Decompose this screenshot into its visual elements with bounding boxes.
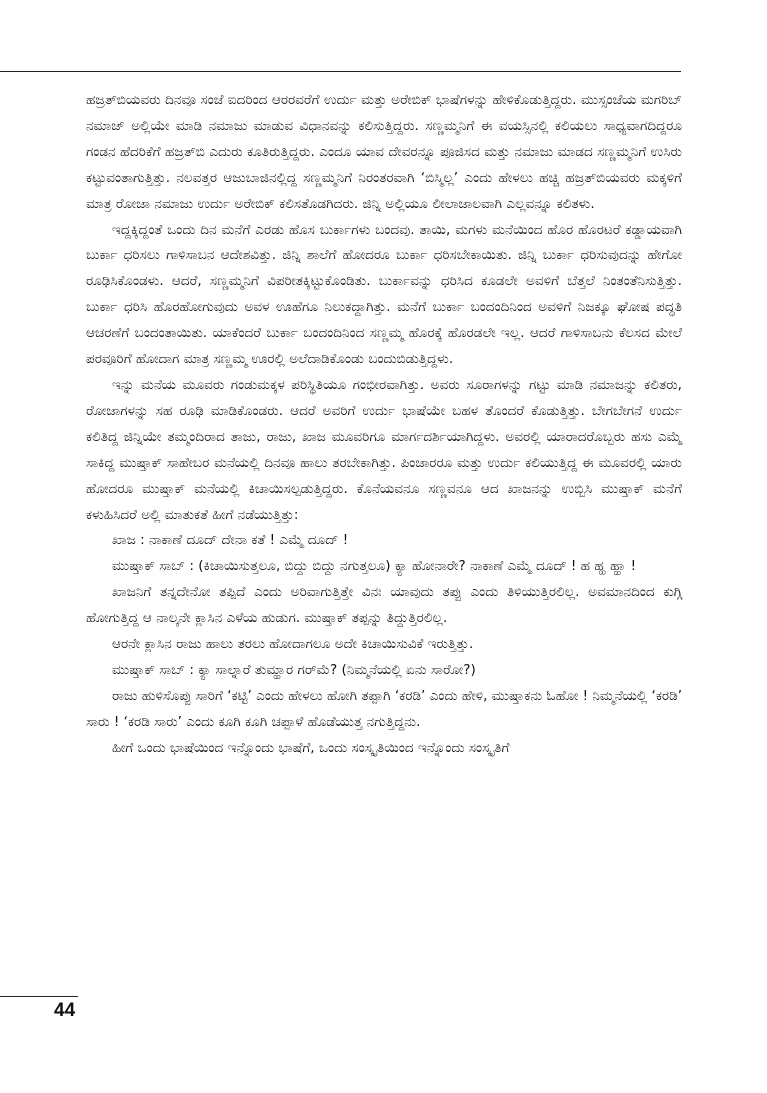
page-number: 44 (54, 1000, 76, 1021)
dialogue-line-mushtaq-1: ಮುಷ್ತಾಕ್ ಸಾಬ್ : (ಕಿಚಾಯಿಸುತ್ತಲೂ, ಬಿದ್ದು ಬಿದ್ದು ನಗುತ್ತಲೂ) ಕ್ಯಾ ಹೋನಾರೇ? ನಾಕಾಣೆ ಎಮ್ಮೆ ದೂದ್ ! ಹ ಹ್ಹ ಹ್ಹಾ ! (112, 558, 637, 575)
dialogue-line-khaja: ಖಾಜ : ನಾಕಾಣೆ ದೂದ್ ದೇನಾ ಕತೆ ! ಎಮ್ಮೆ ದೂದ್ ! (112, 532, 349, 549)
page-body-text (86, 88, 682, 762)
paragraph-2: ಇದ್ದಕ್ಕಿದ್ದಂತೆ ಒಂದು ದಿನ ಮನೆಗೆ ಎರಡು ಹೊಸ ಬುರ್ಕಾಗಳು ಬಂದವು. ತಾಯಿ, ಮಗಳು ಮನೆಯಿಂದ ಹೊರ ಹೊರಟರೆ ಕಡ್ಡಾಯವಾಗಿ ಬುರ್ಕಾ ಧರಿಸಲು ಗಾಳಿಸಾಬನ ಆದೇಶವಿತ್ತು. ಜಿನ್ನಿ ಶಾಲೆಗೆ ಹೋದರೂ ಬುರ್ಕಾ ಧರಿಸಬೇಕಾಯಿತು. ಜಿನ್ನಿ ಬುರ್ಕಾ ಧರಿಸುವುದನ್ನು ಹೇಗೋ ರೂಢಿಸಿಕೊಂಡಳು. ಆದರೆ, ಸಣ್ಣಮ್ಮನಿಗೆ ವಿಪರೀತಕ್ಕಿಟ್ಟುಕೊಂಡಿತು. ಬುರ್ಕಾವನ್ನು ಧರಿಸಿದ ಕೂಡಲೇ ಅವಳಿಗೆ ಬೆತ್ತಲೆ ನಿಂತಂತೆನಿಸುತ್ತಿತ್ತು. ಬುರ್ಕಾ ಧರಿಸಿ ಹೊರಹೋಗುವುದು ಅವಳ ಊಹೆಗೂ ನಿಲುಕದ್ದಾಗಿತ್ತು. ಮನೆಗೆ ಬುರ್ಕಾ ಬಂದಂದಿನಿಂದ ಅವಳಿಗೆ ನಿಜಕ್ಕೂ ಘೋಷ ಪದ್ಧತಿ ಆಚರಣೆಗೆ ಬಂದಂತಾಯಿತು. ಯಾಕೆಂದರೆ ಬುರ್ಕಾ ಬಂದಂದಿನಿಂದ ಸಣ್ಣಮ್ಮ ಹೊರಕ್ಕೆ ಹೊರಡಲೇ ಇಲ್ಲ. ಆದರೆ ಗಾಳಿಸಾಬನು ಕೆಲಸದ ಮೇಲೆ ಪರವೂರಿಗೆ ಹೋದಾಗ ಮಾತ್ರ ಸಣ್ಣಮ್ಮ ಊರಲ್ಲಿ ಅಲೆದಾಡಿಕೊಂಡು ಬಂದುಬಿಡುತ್ತಿದ್ದಳು. (86, 221, 682, 368)
paragraph-5: ಆರನೇ ಕ್ಲಾಸಿನ ರಾಜು ಹಾಲು ತರಲು ಹೋದಾಗಲೂ ಅದೇ ಕಿಚಾಯಿಸುವಿಕೆ ಇರುತ್ತಿತ್ತು. (112, 636, 474, 653)
header-rule (0, 71, 681, 72)
paragraph-4: ಖಾಜನಿಗೆ ತನ್ನದೇನೋ ತಪ್ಪಿದೆ ಎಂದು ಅರಿವಾಗುತ್ತಿತ್ತೇ ವಿನಃ ಯಾವುದು ತಪ್ಪು ಎಂದು ತಿಳಿಯುತ್ತಿರಲಿಲ್ಲ. ಅವಮಾನದಿಂದ ಕುಗ್ಗಿ ಹೋಗುತ್ತಿದ್ದ ಆ ನಾಲ್ಕನೇ ಕ್ಲಾಸಿನ ಎಳೆಯ ಹುಡುಗ. ಮುಷ್ತಾಕ್ ತಪ್ಪನ್ನು ತಿದ್ದುತ್ತಿರಲಿಲ್ಲ. (86, 584, 682, 627)
footer-rule (0, 996, 78, 997)
paragraph-7: ಹೀಗೆ ಒಂದು ಭಾಷೆಯಿಂದ ಇನ್ನೊಂದು ಭಾಷೆಗೆ, ಒಂದು ಸಂಸ್ಕೃತಿಯಿಂದ ಇನ್ನೊಂದು ಸಂಸ್ಕೃತಿಗೆ (112, 739, 510, 756)
paragraph-1: ಹಜ್ರತ್‌ಬಿಯವರು ದಿನವೂ ಸಂಜೆ ಐದರಿಂದ ಆರರವರೆಗೆ ಉರ್ದು ಮತ್ತು ಅರೇಬಿಕ್ ಭಾಷೆಗಳನ್ನು ಹೇಳಿಕೊಡುತ್ತಿದ್ದರು. ಮುಸ್ಸಂಜೆಯ ಮಗರಿಬ್ ನಮಾಜ್ ಅಲ್ಲಿಯೇ ಮಾಡಿ ನಮಾಜು ಮಾಡುವ ವಿಧಾನವನ್ನು ಕಲಿಸುತ್ತಿದ್ದರು. ಸಣ್ಣಮ್ಮನಿಗೆ ಈ ವಯಸ್ಸಿನಲ್ಲಿ ಕಲಿಯಲು ಸಾಧ್ಯವಾಗದಿದ್ದರೂ ಗಂಡನ ಹೆದರಿಕೆಗೆ ಹಜ್ರತ್‌ಬಿ ಎದುರು ಕೂತಿರುತ್ತಿದ್ದರು. ಎಂದೂ ಯಾವ ದೇವರನ್ನೂ ಪೂಜಿಸದ ಮತ್ತು ನಮಾಜು ಮಾಡದ ಸಣ್ಣಮ್ಮನಿಗೆ ಉಸಿರು ಕಟ್ಟುವಂತಾಗುತ್ತಿತ್ತು. ನಲವತ್ತರ ಆಜುಬಾಜಿನಲ್ಲಿದ್ದ ಸಣ್ಣಮ್ಮನಿಗೆ ನಿರಂತರವಾಗಿ ‘ಬಿಸ್ಮಿಲ್ಲ’ ಎಂದು ಹೇಳಲು ಹಚ್ಚಿ ಹಜ್ರತ್‌ಬಿಯವರು ಮಕ್ಕಳಿಗೆ ಮಾತ್ರ ರೋಜಾ ನಮಾಜು ಉರ್ದು ಅರೇಬಿಕ್ ಕಲಿಸತೊಡಗಿದರು. ಜಿನ್ನಿ ಅಲ್ಲಿಯೂ ಲೀಲಾಜಾಲವಾಗಿ ಎಲ್ಲವನ್ನೂ ಕಲಿತಳು. (86, 92, 682, 212)
paragraph-6: ರಾಜು ಹುಳಿಸೊಪ್ಪು ಸಾರಿಗೆ ‘ಕಟ್ಟಿ’ ಎಂದು ಹೇಳಲು ಹೋಗಿ ತಪ್ಪಾಗಿ ‘ಕರಡಿ’ ಎಂದು ಹೇಳಿ, ಮುಷ್ತಾಕನು ಓಹೋ ! ನಿಮ್ಮನೆಯಲ್ಲಿ ‘ಕರಡಿ’ ಸಾರು ! ‘ಕರಡಿ ಸಾರು’ ಎಂದು ಕೂಗಿ ಕೂಗಿ ಚಪ್ಪಾಳೆ ಹೊಡೆಯುತ್ತ ನಗುತ್ತಿದ್ದನು. (86, 687, 683, 730)
dialogue-line-mushtaq-2: ಮುಷ್ತಾಕ್ ಸಾಬ್ : ಕ್ಯಾ ಸಾಲ್ನಾರೆ ತುಮ್ಹಾರ ಗರ್‌ಮೆ? (ನಿಮ್ಮನೆಯಲ್ಲಿ ಏನು ಸಾರೋ?) (112, 661, 476, 678)
paragraph-3: ಇನ್ನು ಮನೆಯ ಮೂವರು ಗಂಡುಮಕ್ಕಳ ಪರಿಸ್ಥಿತಿಯೂ ಗಂಭೀರವಾಗಿತ್ತು. ಅವರು ಸೂರಾಗಳನ್ನು ಗಟ್ಟು ಮಾಡಿ ನಮಾಜನ್ನು ಕಲಿತರು, ರೋಜಾಗಳನ್ನು ಸಹ ರೂಢಿ ಮಾಡಿಕೊಂಡರು. ಆದರೆ ಅವರಿಗೆ ಉರ್ದು ಭಾಷೆಯೇ ಬಹಳ ತೊಂದರೆ ಕೊಡುತ್ತಿತ್ತು. ಬೇಗಬೇಗನೆ ಉರ್ದು ಕಲಿತಿದ್ದ ಜಿನ್ನಿಯೇ ತಮ್ಮಂದಿರಾದ ತಾಜು, ರಾಜು, ಖಾಜ ಮೂವರಿಗೂ ಮಾರ್ಗದರ್ಶಿಯಾಗಿದ್ದಳು. ಅವರಲ್ಲಿ ಯಾರಾದರೊಬ್ಬರು ಹಸು ಎಮ್ಮೆ ಸಾಕಿದ್ದ ಮುಷ್ತಾಕ್ ಸಾಹೇಬರ ಮನೆಯಲ್ಲಿ ದಿನವೂ ಹಾಲು ತರಬೇಕಾಗಿತ್ತು. ಪಿಂಜಾರರೂ ಮತ್ತು ಉರ್ದು ಕಲಿಯುತ್ತಿದ್ದ ಈ ಮೂವರಲ್ಲಿ ಯಾರು ಹೋದರೂ ಮುಷ್ತಾಕ್ ಮನೆಯಲ್ಲಿ ಕಿಚಾಯಿಸಲ್ಪಡುತ್ತಿದ್ದರು. ಕೊನೆಯವನೂ ಸಣ್ಣವನೂ ಆದ ಖಾಜನನ್ನು ಉಬ್ಬಿಸಿ ಮುಷ್ತಾಕ್ ಮನೆಗೆ ಕಳುಹಿಸಿದರೆ ಅಲ್ಲಿ ಮಾತುಕತೆ ಹೀಗೆ ನಡೆಯುತ್ತಿತ್ತು: (86, 376, 682, 523)
